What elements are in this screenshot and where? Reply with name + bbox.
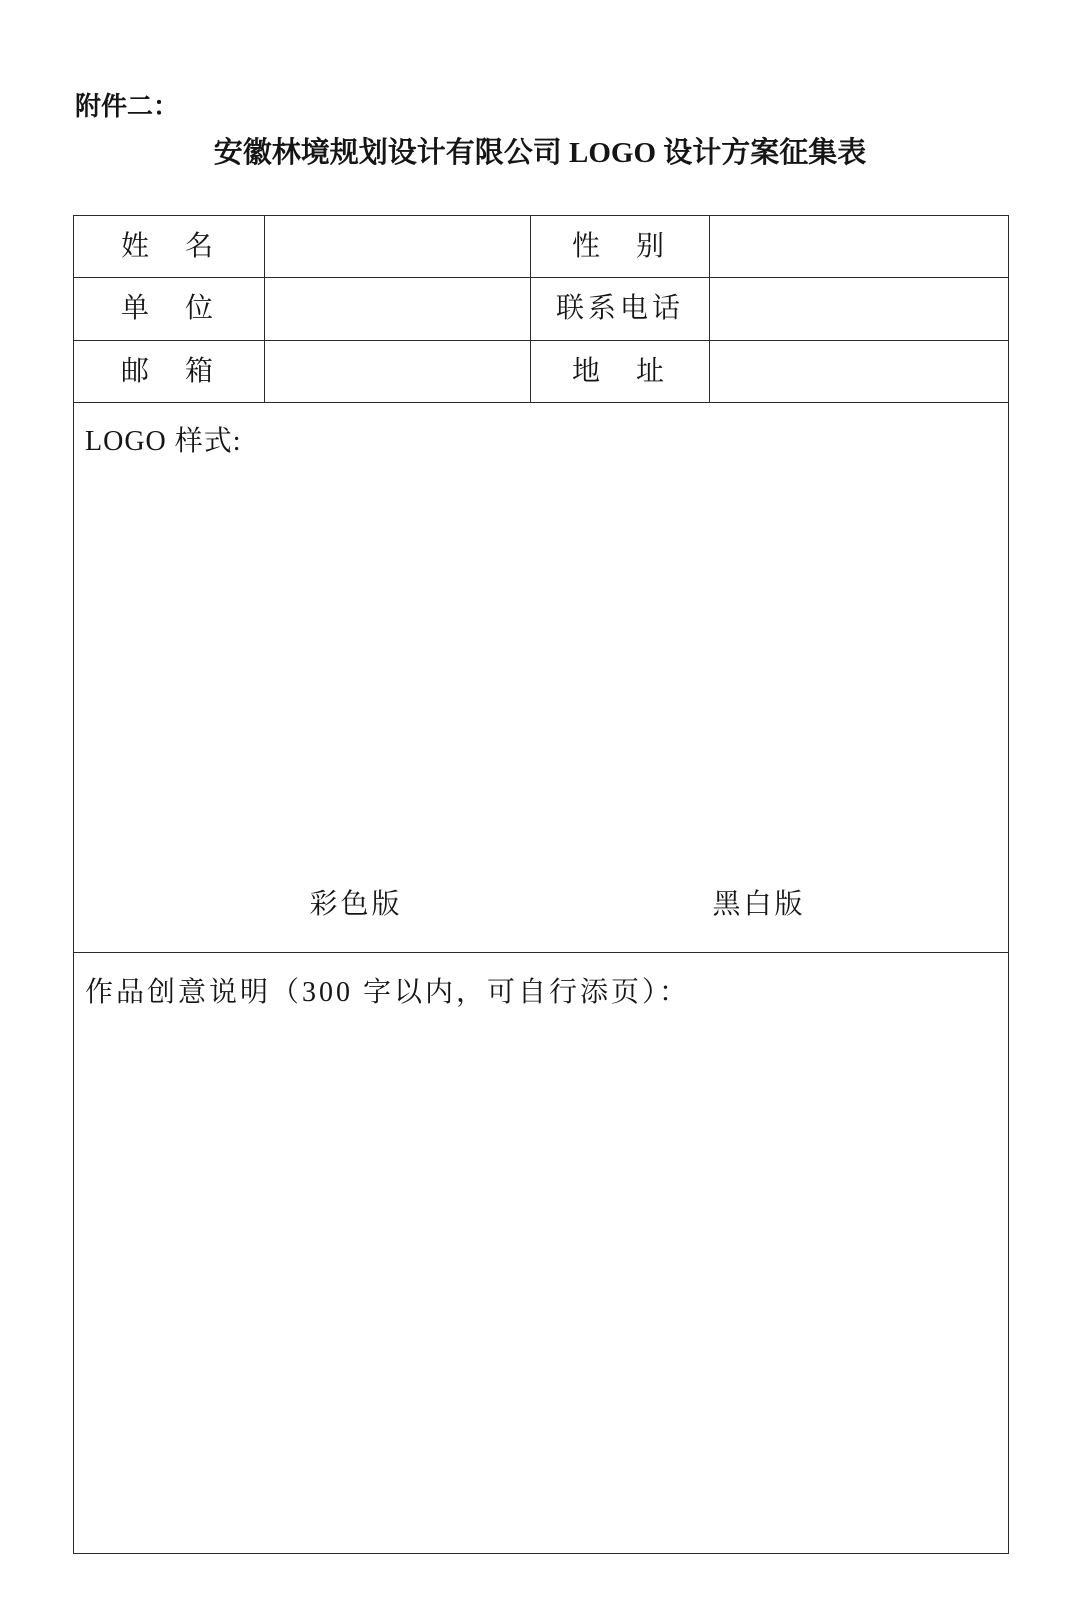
logo-section	[74, 403, 1009, 953]
phone-label: 联系电话	[531, 278, 710, 341]
description-label: 作品创意说明（300 字以内，可自行添页）：	[85, 977, 691, 1008]
unit-label: 单 位	[74, 278, 265, 341]
unit-field	[265, 278, 531, 341]
gender-label: 性 别	[531, 216, 710, 278]
form-row-logo	[74, 403, 1009, 953]
address-field	[710, 341, 1009, 403]
email-label: 邮 箱	[74, 341, 265, 403]
form-row-email-address	[74, 341, 1009, 403]
gender-field	[710, 216, 1009, 278]
form-row-description	[74, 953, 1009, 1554]
name-label: 姓 名	[74, 216, 265, 278]
color-version-label: 彩色版	[309, 889, 403, 920]
name-field	[265, 216, 531, 278]
logo-submission-form	[73, 215, 1009, 1554]
email-field	[265, 341, 531, 403]
phone-field	[710, 278, 1009, 341]
attachment-label: 附件二：	[75, 92, 180, 121]
form-row-unit-phone	[74, 278, 1009, 341]
description-section	[74, 953, 1009, 1554]
document-title: 安徽林境规划设计有限公司 LOGO 设计方案征集表	[213, 137, 867, 169]
address-label: 地 址	[531, 341, 710, 403]
form-row-name-gender	[74, 216, 1009, 278]
logo-style-label: LOGO 样式:	[85, 426, 242, 457]
bw-version-label: 黑白版	[712, 889, 806, 920]
